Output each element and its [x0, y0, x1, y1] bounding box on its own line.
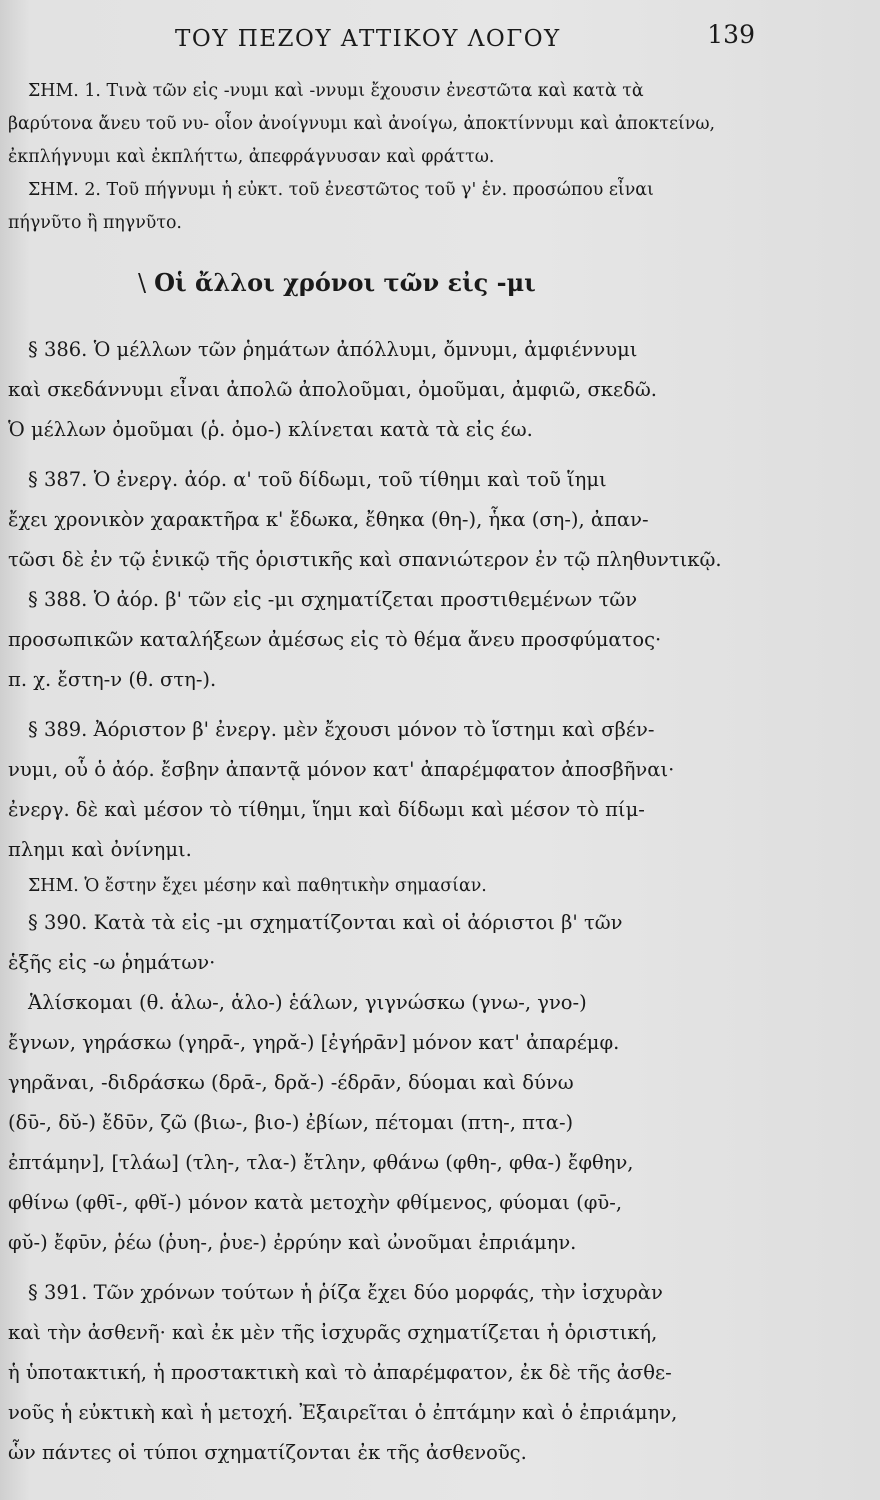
- note-line: ΣΗΜ. 2. Τοῦ πήγνυμι ἡ εὐκτ. τοῦ ἐνεστῶτος τοῦ γ' ἑν. προσώπου εἶναι: [28, 180, 654, 200]
- page-body: [8, 75, 788, 1473]
- text-line: Ὁ μέλλων ὀμοῦμαι (ῥ. ὀμο-) κλίνεται κατὰ τὰ εἰς έω.: [8, 418, 533, 441]
- paragraph-388: [8, 580, 788, 700]
- note-line: ἐκπλήγνυμι καὶ ἐκπλήττω, ἀπεφράγνυσαν καὶ φράττω.: [8, 147, 495, 167]
- text-line: ἑξῆς εἰς -ω ῥημάτων·: [8, 951, 216, 974]
- note-line: ΣΗΜ. Ὁ ἔστην ἔχει μέσην καὶ παθητικὴν σημασίαν.: [28, 876, 487, 896]
- text-line: π. χ. ἔστη-ν (θ. στη-).: [8, 668, 217, 691]
- text-line: πλημι καὶ ὀνίνημι.: [8, 838, 192, 861]
- note-line: βαρύτονα ἄνευ τοῦ νυ- οἷον ἀνοίγνυμι καὶ ἀνοίγω, ἀποκτίννυμι καὶ ἀποκτείνω,: [8, 114, 716, 134]
- text-line: ἐνεργ. δὲ καὶ μέσον τὸ τίθημι, ἵημι καὶ δίδωμι καὶ μέσον τὸ πίμ-: [8, 798, 645, 821]
- paragraph-391: [8, 1273, 788, 1473]
- note-line: ΣΗΜ. 1. Τινὰ τῶν εἰς -νυμι καὶ -ννυμι ἔχουσιν ἐνεστῶτα καὶ κατὰ τὰ: [28, 81, 644, 101]
- paragraph-387: [8, 460, 788, 580]
- text-line: § 386. Ὁ μέλλων τῶν ῥημάτων ἀπόλλυμι, ὄμνυμι, ἀμφιέννυμι: [28, 338, 638, 361]
- text-line: ὧν πάντες οἱ τύποι σχηματίζονται ἐκ τῆς ἀσθενοῦς.: [8, 1441, 527, 1464]
- verb-list: [8, 983, 788, 1263]
- heading-mark: \: [138, 269, 147, 297]
- paragraph-389: [8, 710, 788, 870]
- paragraph-386: [8, 330, 788, 450]
- text-line: § 390. Κατὰ τὰ εἰς -μι σχηματίζονται καὶ οἱ ἀόριστοι β' τῶν: [28, 911, 623, 934]
- text-line: Ἁλίσκομαι (θ. ἁλω-, ἁλο-) ἑάλων, γιγνώσκω (γνω-, γνο-): [28, 991, 587, 1014]
- text-line: ἡ ὑποτακτική, ἡ προστακτικὴ καὶ τὸ ἀπαρέμφατον, ἐκ δὲ τῆς ἀσθε-: [8, 1361, 672, 1384]
- text-line: γηρᾶναι, -διδράσκω (δρᾱ-, δρᾰ-) -έδρᾱν, δύομαι καὶ δύνω: [8, 1071, 574, 1094]
- text-line: νοῦς ἡ εὐκτικὴ καὶ ἡ μετοχή. Ἐξαιρεῖται ὁ ἐπτάμην καὶ ὁ ἐπριάμην,: [8, 1401, 678, 1424]
- note-389: [8, 870, 788, 903]
- text-line: § 389. Ἀόριστον β' ἐνεργ. μὲν ἔχουσι μόνον τὸ ἵστημι καὶ σβέν-: [28, 718, 655, 741]
- text-line: ἐπτάμην], [τλάω] (τλη-, τλα-) ἔτλην, φθάνω (φθη-, φθα-) ἔφθην,: [8, 1151, 634, 1174]
- text-line: § 387. Ὁ ἐνεργ. ἀόρ. α' τοῦ δίδωμι, τοῦ τίθημι καὶ τοῦ ἵημι: [28, 468, 607, 491]
- page-number: 139: [707, 20, 755, 49]
- text-line: § 388. Ὁ ἀόρ. β' τῶν εἰς -μι σχηματίζεται προστιθεμένων τῶν: [28, 588, 638, 611]
- text-line: προσωπικῶν καταλήξεων ἀμέσως εἰς τὸ θέμα ἄνευ προσφύματος·: [8, 628, 662, 651]
- note-line: πήγνῦτο ἢ πηγνῦτο.: [8, 213, 182, 233]
- section-heading: [8, 254, 788, 312]
- heading-text: Οἱ ἄλλοι χρόνοι τῶν εἰς -μι: [154, 268, 536, 297]
- text-line: ἔχει χρονικὸν χαρακτῆρα κ' ἔδωκα, ἔθηκα (θη-), ἧκα (ση-), ἀπαν-: [8, 508, 649, 531]
- page-header: [0, 18, 880, 58]
- text-line: φθίνω (φθῑ-, φθῐ-) μόνον κατὰ μετοχὴν φθίμενος, φύομαι (φῡ-,: [8, 1191, 623, 1214]
- text-line: νυμι, οὗ ὁ ἀόρ. ἔσβην ἀπαντᾷ μόνον κατ' ἀπαρέμφατον ἀποσβῆναι·: [8, 758, 675, 781]
- text-line: φῠ-) ἔφῡν, ῥέω (ῥυη-, ῥυε-) ἐρρύην καὶ ὠνοῦμαι ἐπριάμην.: [8, 1231, 577, 1254]
- paragraph-390: [8, 903, 788, 983]
- text-line: καὶ τὴν ἀσθενῆ· καὶ ἐκ μὲν τῆς ἰσχυρᾶς σχηματίζεται ἡ ὁριστική,: [8, 1321, 658, 1344]
- text-line: καὶ σκεδάννυμι εἶναι ἀπολῶ ἀπολοῦμαι, ὀμοῦμαι, ἀμφιῶ, σκεδῶ.: [8, 378, 657, 401]
- text-line: § 391. Τῶν χρόνων τούτων ἡ ῥίζα ἔχει δύο μορφάς, τὴν ἰσχυρὰν: [28, 1281, 663, 1304]
- notes-block: [8, 75, 788, 240]
- text-line: τῶσι δὲ ἐν τῷ ἑνικῷ τῆς ὁριστικῆς καὶ σπανιώτερον ἐν τῷ πληθυντικῷ.: [8, 548, 722, 571]
- text-line: ἔγνων, γηράσκω (γηρᾱ-, γηρᾰ-) [ἐγήρᾱν] μόνον κατ' ἀπαρέμφ.: [8, 1031, 620, 1054]
- text-line: (δῡ-, δῠ-) ἔδῡν, ζῶ (βιω-, βιο-) ἐβίων, πέτομαι (πτη-, πτα-): [8, 1111, 574, 1134]
- running-title: ΤΟΥ ΠΕΖΟΥ ΑΤΤΙΚΟΥ ΛΟΓΟΥ: [175, 26, 561, 52]
